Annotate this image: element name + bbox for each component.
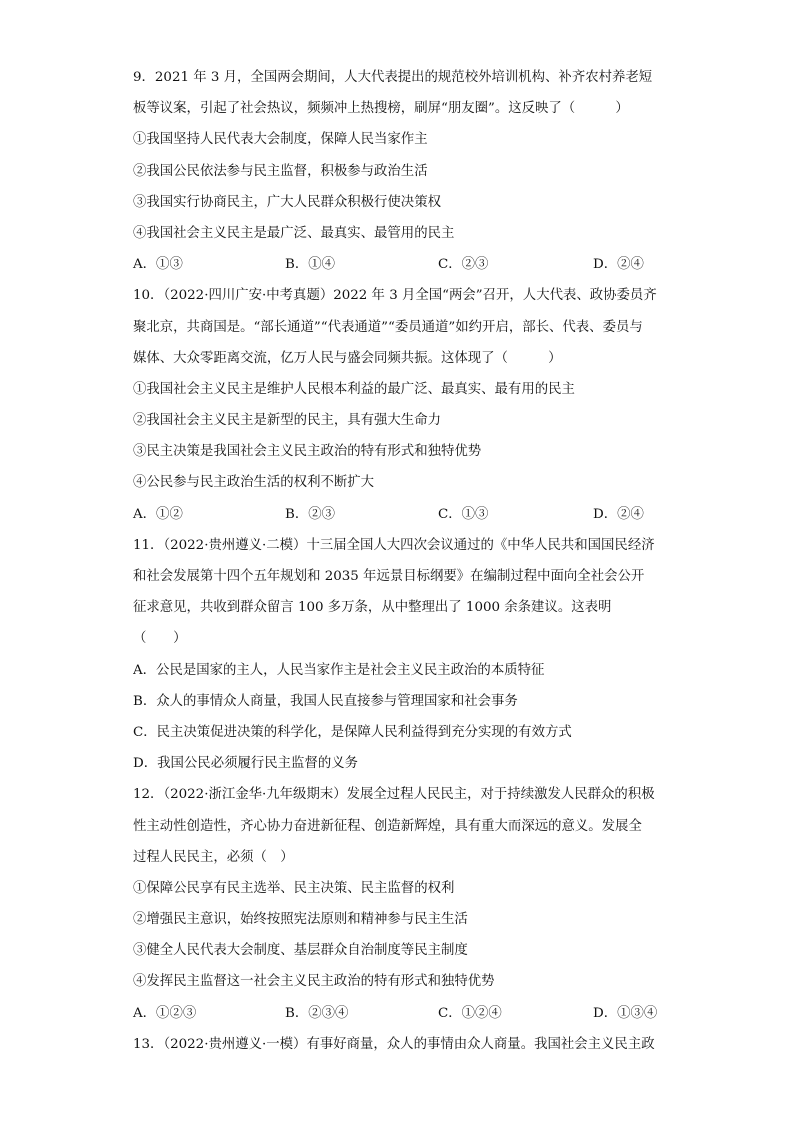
question-stem-line: 9．2021 年 3 月，全国两会期间，人大代表提出的规范校外培训机构、补齐农村养老短 bbox=[133, 70, 653, 85]
option-b: B．②③④ bbox=[285, 1005, 349, 1021]
option-c: C．②③ bbox=[438, 257, 489, 273]
question-13 bbox=[133, 1029, 663, 1060]
question-stem-line: 媒体、大众零距离交流，亿万人民与盛会同频共振。这体现了（ ） bbox=[133, 350, 562, 366]
option-d: D．①③④ bbox=[593, 1005, 658, 1021]
question-11 bbox=[133, 530, 663, 780]
option-b: B．①④ bbox=[285, 257, 336, 273]
choice-a: A．公民是国家的主人，人民当家作主是社会主义民主政治的本质特征 bbox=[133, 662, 545, 678]
exam-page bbox=[133, 62, 663, 1060]
statement: ③我国实行协商民主，广大人民群众积极行使决策权 bbox=[133, 194, 441, 210]
statement: ④发挥民主监督这一社会主义民主政治的特有形式和独特优势 bbox=[133, 974, 495, 990]
statement: ①我国坚持人民代表大会制度，保障人民当家作主 bbox=[133, 132, 428, 148]
option-d: D．②④ bbox=[593, 257, 644, 273]
option-b: B．②③ bbox=[285, 506, 336, 522]
question-9 bbox=[133, 62, 663, 280]
question-stem-line: 12．（2022·浙江金华·九年级期末）发展全过程人民民主，对于持续激发人民群众的积极 bbox=[133, 787, 655, 803]
answer-options bbox=[133, 998, 663, 1029]
answer-options bbox=[133, 499, 663, 530]
question-stem-line: 和社会发展第十四个五年规划和 2035 年远景目标纲要》在编制过程中面向全社会公开 bbox=[133, 569, 645, 584]
statement: ③健全人民代表大会制度、基层群众自治制度等民主制度 bbox=[133, 943, 468, 959]
choice-d: D．我国公民必须履行民主监督的义务 bbox=[133, 756, 358, 772]
option-d: D．②④ bbox=[593, 506, 644, 522]
question-stem-line: 13．（2022·贵州遵义·一模）有事好商量，众人的事情由众人商量。我国社会主义民主政 bbox=[133, 1036, 655, 1052]
answer-options bbox=[133, 249, 663, 280]
question-stem-line: 征求意见，共收到群众留言 100 多万条，从中整理出了 1000 余条建议。这表明 bbox=[133, 600, 612, 616]
statement: ②我国社会主义民主是新型的民主，具有强大生命力 bbox=[133, 413, 441, 429]
statement: ①我国社会主义民主是维护人民根本利益的最广泛、最真实、最有用的民主 bbox=[133, 381, 575, 397]
option-a: A．①② bbox=[133, 506, 183, 522]
question-stem-line: 性主动性创造性，齐心协力奋进新征程、创造新辉煌，具有重大而深远的意义。发展全 bbox=[133, 818, 642, 834]
option-c: C．①③ bbox=[438, 506, 489, 522]
option-a: A．①②③ bbox=[133, 1005, 197, 1021]
question-stem-line: 11．（2022·贵州遵义·二模）十三届全国人大四次会议通过的《中华人民共和国国民经济 bbox=[133, 537, 655, 553]
statement: ④公民参与民主政治生活的权利不断扩大 bbox=[133, 475, 375, 491]
statement: ②增强民主意识，始终按照宪法原则和精神参与民主生活 bbox=[133, 912, 468, 928]
option-c: C．①②④ bbox=[438, 1005, 502, 1021]
statement: ②我国公民依法参与民主监督，积极参与政治生活 bbox=[133, 163, 428, 179]
answer-blank: （ ） bbox=[133, 631, 187, 647]
choice-c: C．民主决策促进决策的科学化，是保障人民利益得到充分实现的有效方式 bbox=[133, 724, 572, 740]
statement: ③民主决策是我国社会主义民主政治的特有形式和独特优势 bbox=[133, 444, 482, 460]
question-stem-line: 板等议案，引起了社会热议，频频冲上热搜榜，刷屏“朋友圈”。这反映了（ ） bbox=[133, 101, 629, 117]
question-stem-line: 10．（2022·四川广安·中考真题）2022 年 3 月全国“两会”召开，人大代表、政协委员齐 bbox=[133, 288, 657, 304]
statement: ①保障公民享有民主选举、民主决策、民主监督的权利 bbox=[133, 880, 455, 896]
question-10 bbox=[133, 280, 663, 530]
question-stem-line: 过程人民民主，必须（ ） bbox=[133, 849, 294, 865]
choice-b: B．众人的事情众人商量，我国人民直接参与管理国家和社会事务 bbox=[133, 693, 518, 709]
statement: ④我国社会主义民主是最广泛、最真实、最管用的民主 bbox=[133, 225, 455, 241]
question-stem-line: 聚北京，共商国是。“部长通道”“代表通道”“委员通道”如约开启，部长、代表、委员与 bbox=[133, 319, 643, 335]
option-a: A．①③ bbox=[133, 257, 183, 273]
question-12 bbox=[133, 779, 663, 1029]
